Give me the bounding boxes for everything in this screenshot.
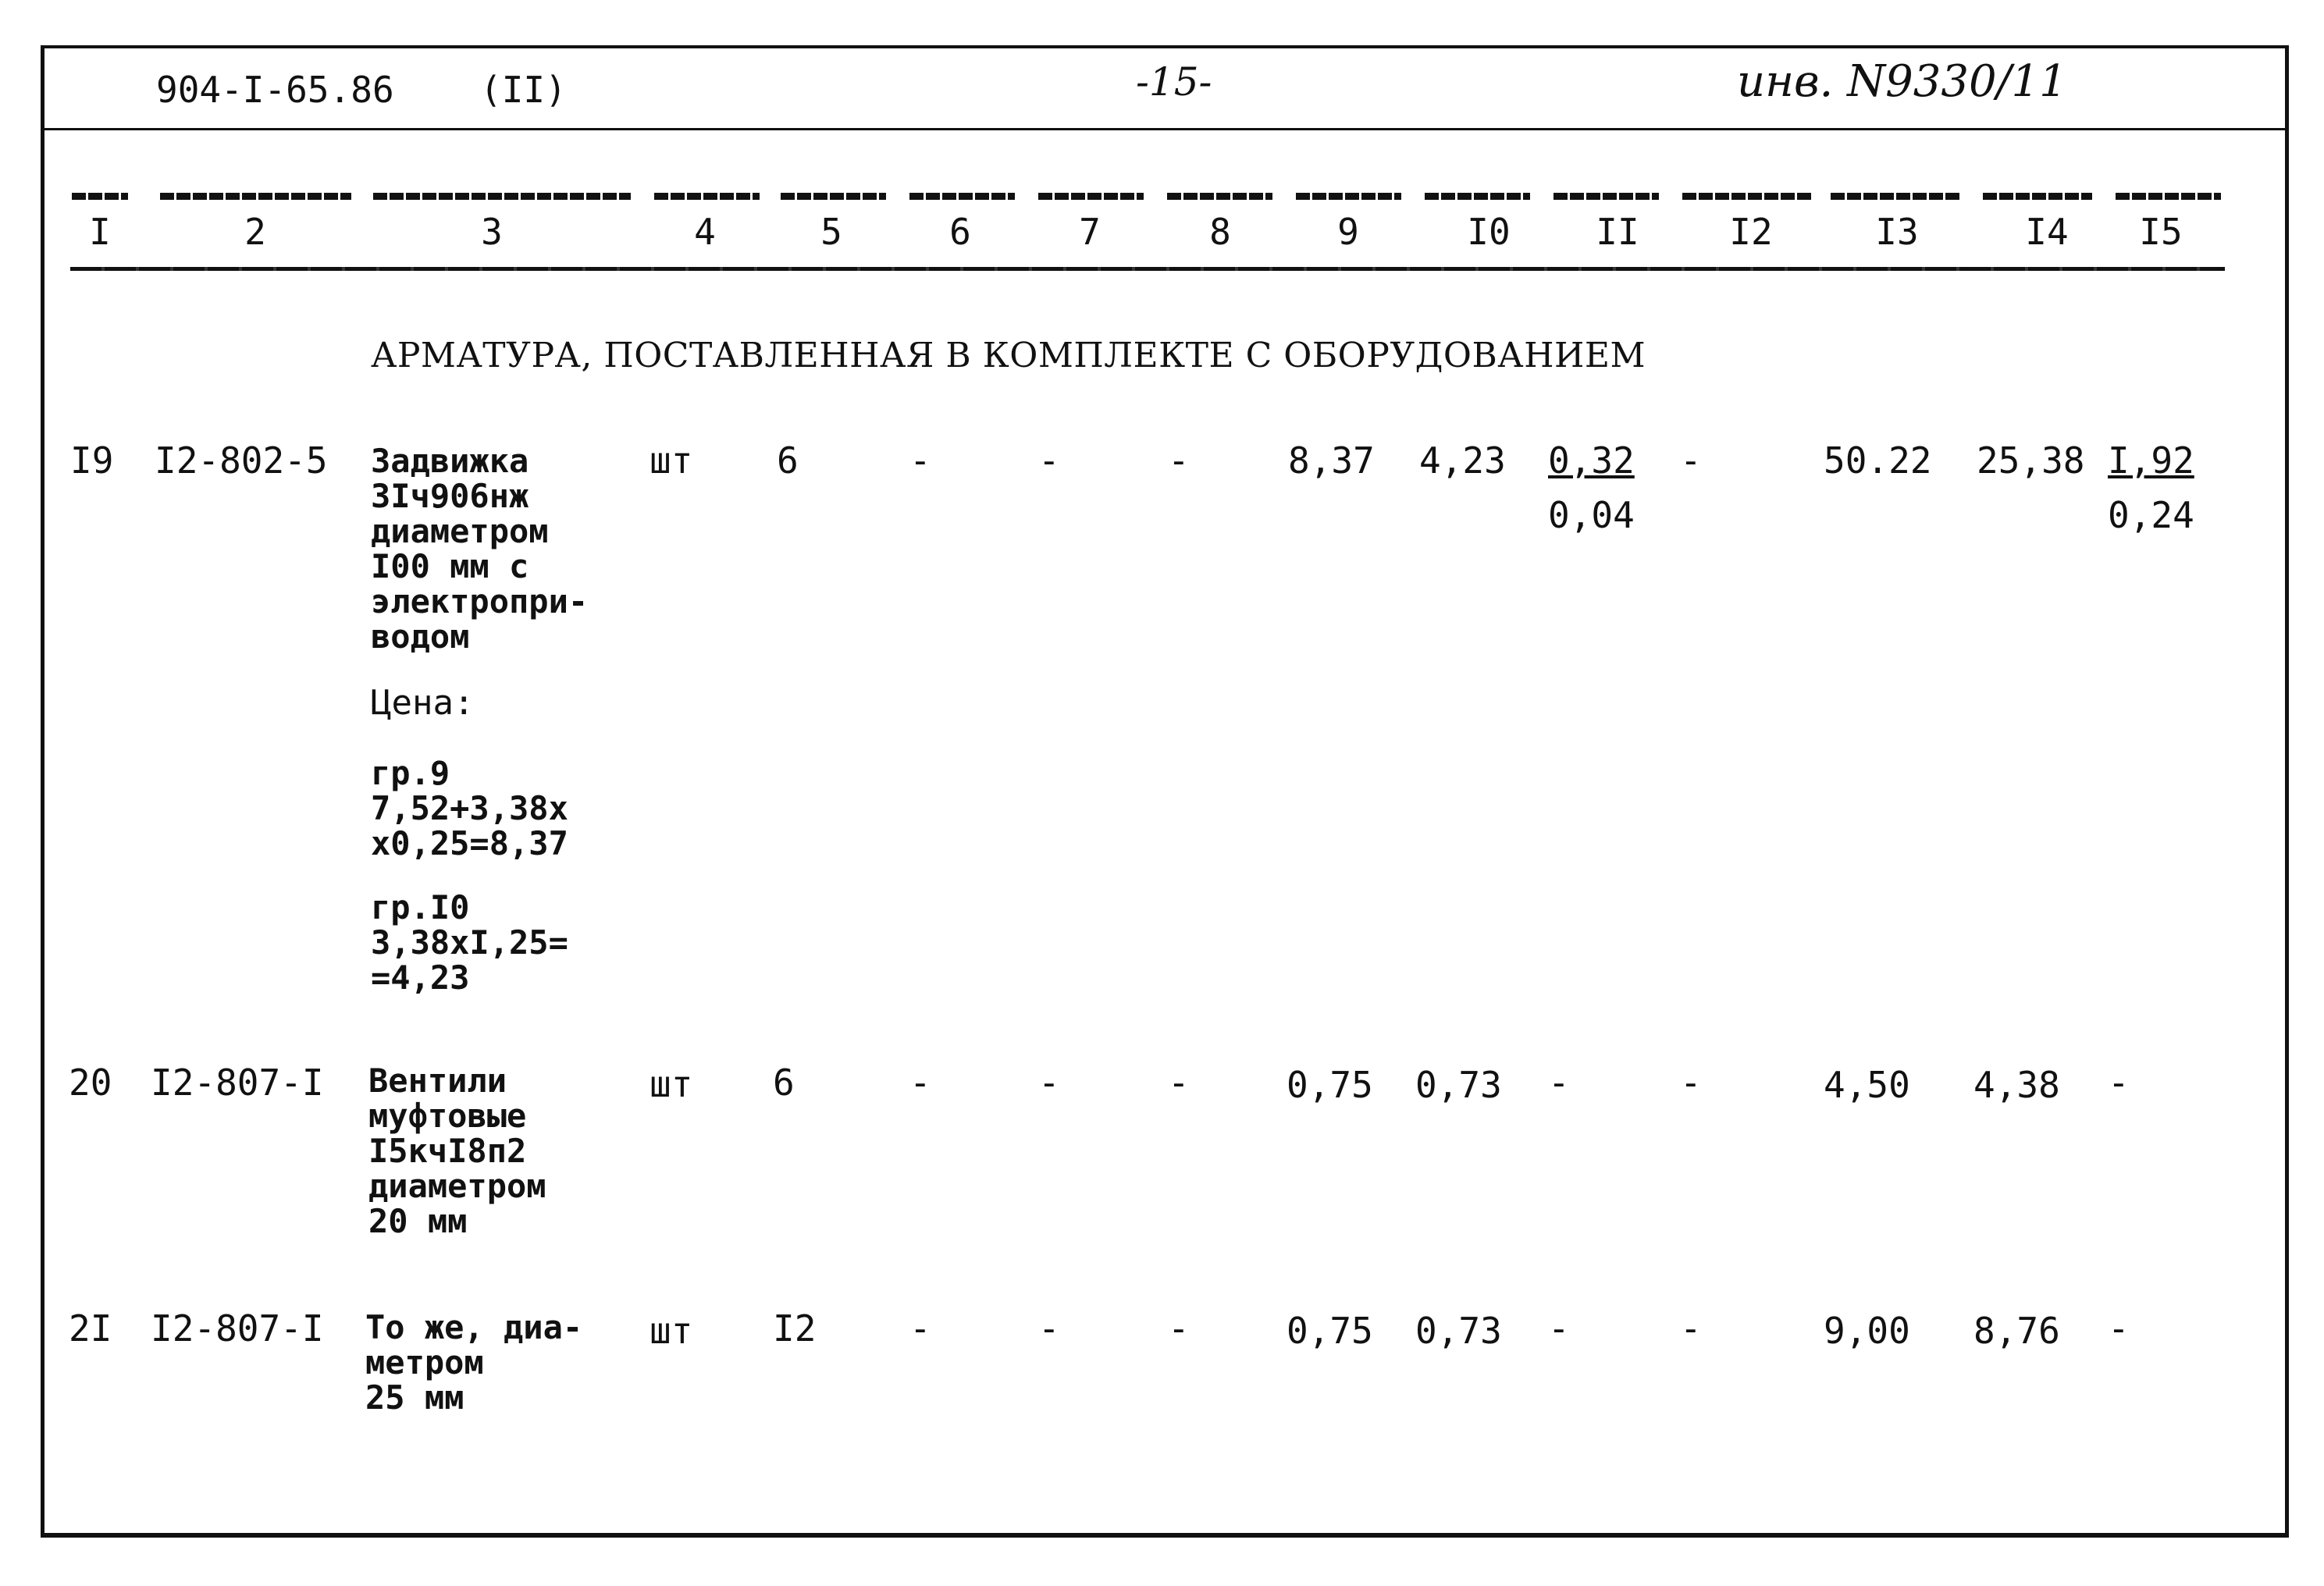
doc-code: 904-I-65.86: [156, 69, 394, 111]
doc-part: (II): [480, 69, 567, 111]
row-col14: 4,38: [1973, 1064, 2060, 1106]
row-col15: -: [2108, 1061, 2130, 1104]
page-number: -15-: [1136, 59, 1212, 105]
row-unit: шт: [650, 1063, 693, 1105]
row-col14: 25,38: [1977, 439, 2085, 482]
row-col8: -: [1168, 1307, 1190, 1350]
row-code: I2-807-I: [151, 1061, 324, 1104]
price-calc-col9: гр.9 7,52+3,38х х0,25=8,37: [371, 754, 568, 862]
row-col7: -: [1038, 1307, 1060, 1350]
row-description: Вентили муфтовые I5кчI8п2 диаметром 20 мм: [368, 1061, 546, 1240]
row-col9: 8,37: [1288, 439, 1375, 482]
col-num-4: 4: [694, 211, 716, 253]
row-number: I9: [70, 439, 114, 482]
row-col12: -: [1680, 439, 1702, 482]
col-num-12: I2: [1729, 211, 1773, 253]
col-num-9: 9: [1337, 211, 1359, 253]
row-col15-top: I,92: [2108, 439, 2194, 482]
row-number: 20: [69, 1061, 112, 1104]
col-num-6: 6: [949, 211, 971, 253]
row-col10: 0,73: [1415, 1064, 1502, 1106]
row-quantity: 6: [773, 1061, 795, 1104]
col-num-13: I3: [1875, 211, 1919, 253]
col-num-10: I0: [1467, 211, 1511, 253]
col-num-11: II: [1596, 211, 1639, 253]
row-col12: -: [1680, 1061, 1702, 1104]
inventory-number: инв. N9330/11: [1737, 56, 2067, 107]
row-col10: 4,23: [1419, 439, 1506, 482]
row-number: 2I: [69, 1307, 112, 1350]
row-col11: -: [1548, 1061, 1570, 1104]
column-header-bottom-rule: [70, 267, 2225, 271]
row-col8: -: [1168, 439, 1190, 482]
row-col13: 9,00: [1824, 1310, 1910, 1352]
row-col15: -: [2108, 1307, 2130, 1350]
price-calc-col10: гр.I0 3,38хI,25= =4,23: [371, 888, 568, 997]
row-col14: 8,76: [1973, 1310, 2060, 1352]
col-num-7: 7: [1079, 211, 1101, 253]
row-code: I2-807-I: [151, 1307, 324, 1350]
row-col7: -: [1038, 439, 1060, 482]
row-col7: -: [1038, 1061, 1060, 1104]
section-title: АРМАТУРА, ПОСТАВЛЕННАЯ В КОМПЛЕКТЕ С ОБОРУДОВАНИЕМ: [371, 336, 1646, 375]
row-col13: 50.22: [1824, 439, 1932, 482]
row-col11: -: [1548, 1307, 1570, 1350]
row-col11-top: 0,32: [1548, 439, 1635, 482]
row-unit: шт: [650, 1310, 693, 1352]
row-col10: 0,73: [1415, 1310, 1502, 1352]
row-col6: -: [909, 1061, 931, 1104]
row-unit: шт: [650, 439, 693, 482]
row-description: Задвижка 3Iч906нж диаметром I00 мм с электропри- водом: [371, 442, 589, 656]
row-col11-bottom: 0,04: [1548, 494, 1635, 536]
row-col12: -: [1680, 1307, 1702, 1350]
col-num-3: 3: [481, 211, 503, 253]
row-col8: -: [1168, 1061, 1190, 1104]
header-divider: [41, 128, 2289, 130]
row-quantity: I2: [773, 1307, 817, 1350]
col-num-5: 5: [820, 211, 842, 253]
row-col9: 0,75: [1287, 1064, 1373, 1106]
row-col6: -: [909, 439, 931, 482]
row-description: То же, диа- метром 25 мм: [365, 1308, 583, 1417]
row-col6: -: [909, 1307, 931, 1350]
col-num-15: I5: [2139, 211, 2183, 253]
col-num-2: 2: [244, 211, 266, 253]
row-col15-bottom: 0,24: [2108, 494, 2194, 536]
row-code: I2-802-5: [155, 439, 328, 482]
row-col9: 0,75: [1287, 1310, 1373, 1352]
col-num-14: I4: [2025, 211, 2069, 253]
row-quantity: 6: [777, 439, 799, 482]
col-num-8: 8: [1209, 211, 1231, 253]
price-label: Цена:: [371, 683, 475, 723]
row-col13: 4,50: [1824, 1064, 1910, 1106]
col-num-1: I: [89, 211, 111, 253]
